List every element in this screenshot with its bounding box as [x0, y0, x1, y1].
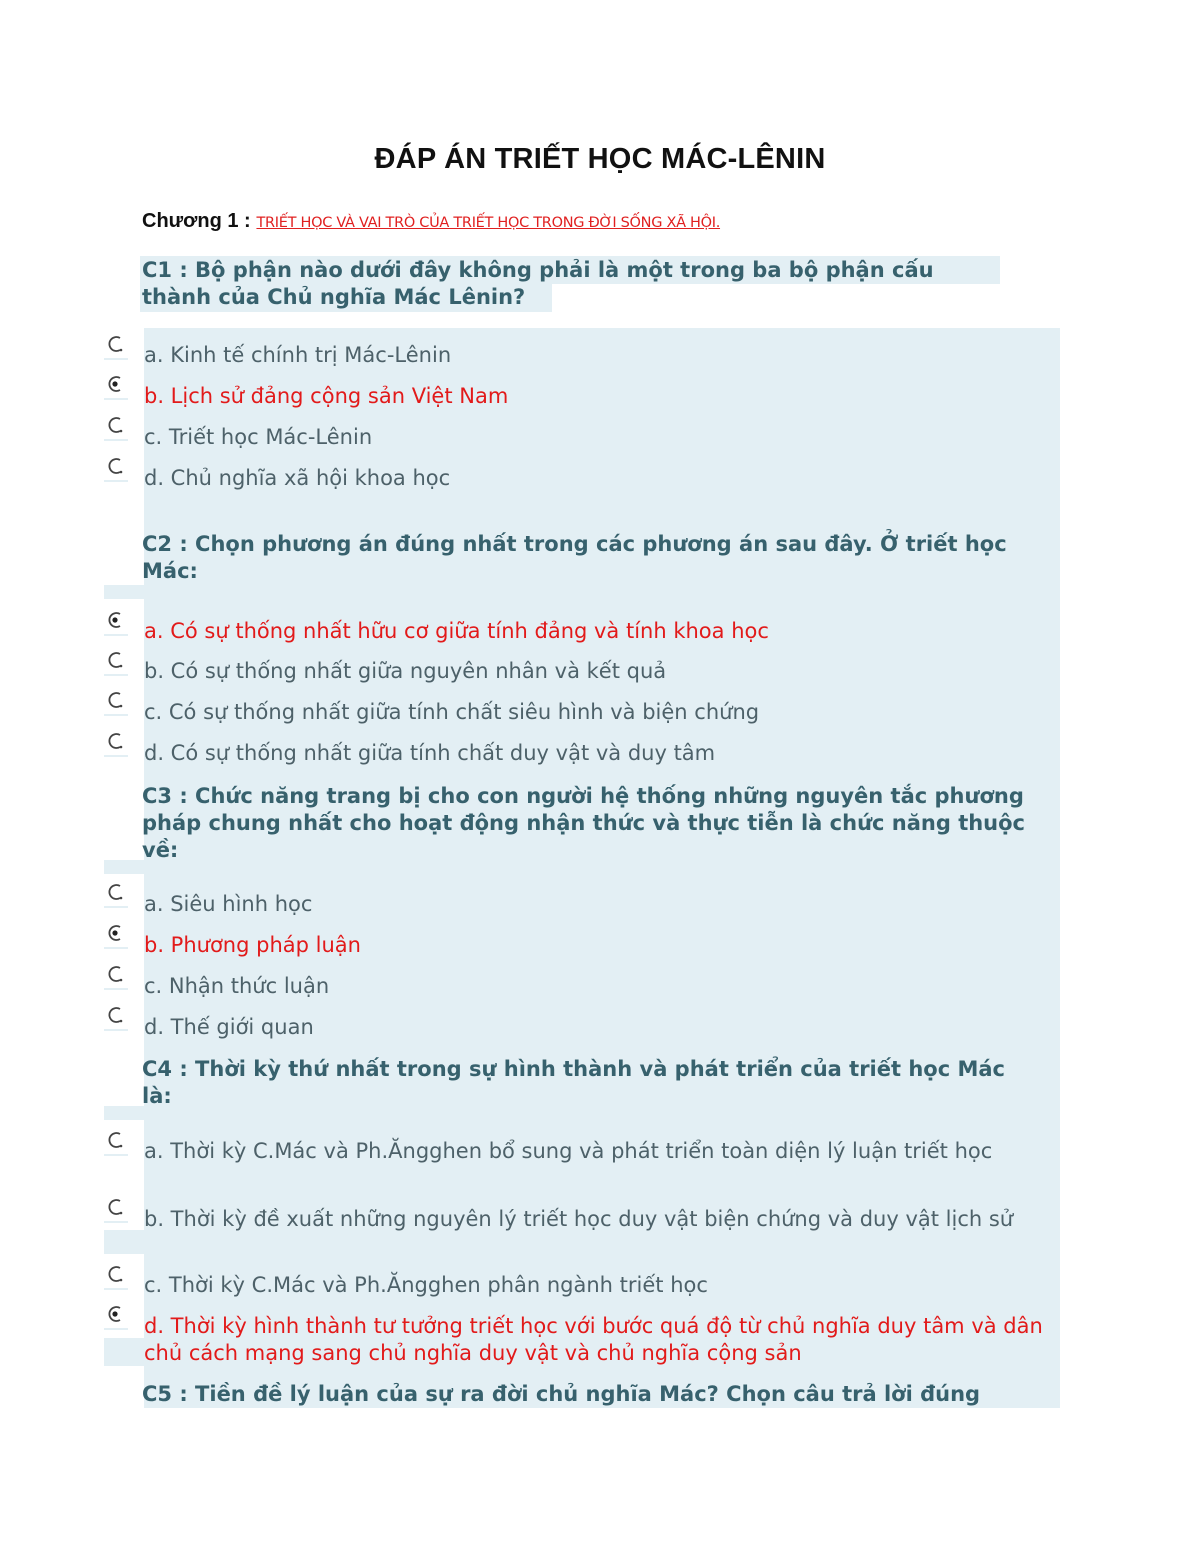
option-1d: d. Chủ nghĩa xã hội khoa học — [144, 466, 451, 490]
option-4b-radio[interactable] — [104, 1197, 128, 1223]
question-4: C4 : Thời kỳ thứ nhất trong sự hình thành và phát triển của triết học Mác là: — [142, 1057, 1005, 1108]
option-2c: c. Có sự thống nhất giữa tính chất siêu hình và biện chứng — [144, 700, 760, 724]
option-1d-radio[interactable] — [104, 456, 128, 482]
option-2b: b. Có sự thống nhất giữa nguyên nhân và kết quả — [144, 659, 667, 683]
option-1b: b. Lịch sử đảng cộng sản Việt Nam — [144, 384, 509, 408]
answers-panel-edge — [104, 585, 146, 599]
chapter-title: TRIẾT HỌC VÀ VAI TRÒ CỦA TRIẾT HỌC TRONG ĐỜI SỐNG XÃ HỘI. — [256, 215, 721, 231]
option-4c: c. Thời kỳ C.Mác và Ph.Ăngghen phân ngành triết học — [144, 1273, 708, 1297]
option-2a-radio-selected[interactable] — [104, 610, 128, 636]
option-4a: a. Thời kỳ C.Mác và Ph.Ăngghen bổ sung và phát triển toàn diện lý luận triết học — [144, 1139, 993, 1163]
option-3a: a. Siêu hình học — [144, 892, 313, 916]
answers-panel-edge — [104, 1338, 146, 1366]
answers-panel-edge — [104, 1230, 146, 1254]
option-2b-radio[interactable] — [104, 650, 128, 676]
option-1b-radio-selected[interactable] — [104, 374, 128, 400]
answers-panel-edge — [104, 1106, 146, 1120]
option-3b-radio-selected[interactable] — [104, 923, 128, 949]
answers-panel-edge — [104, 860, 146, 874]
option-3b: b. Phương pháp luận — [144, 933, 361, 957]
option-2d-radio[interactable] — [104, 731, 128, 757]
option-1c-radio[interactable] — [104, 415, 128, 441]
option-4b: b. Thời kỳ đề xuất những nguyên lý triết học duy vật biện chứng và duy vật lịch sử — [144, 1207, 1014, 1231]
question-1: C1 : Bộ phận nào dưới đây không phải là một trong ba bộ phận cấu thành của Chủ nghĩa Mác Lênin? — [142, 258, 934, 309]
option-1a: a. Kinh tế chính trị Mác-Lênin — [144, 343, 452, 367]
option-3a-radio[interactable] — [104, 882, 128, 908]
option-3d: d. Thế giới quan — [144, 1015, 314, 1039]
chapter-label: Chương 1 : — [142, 210, 251, 232]
option-4a-radio[interactable] — [104, 1130, 128, 1156]
option-3c-radio[interactable] — [104, 964, 128, 990]
option-1c: c. Triết học Mác-Lênin — [144, 425, 373, 449]
question-2: C2 : Chọn phương án đúng nhất trong các phương án sau đây. Ở triết học Mác: — [142, 532, 1007, 583]
option-3d-radio[interactable] — [104, 1005, 128, 1031]
option-2d: d. Có sự thống nhất giữa tính chất duy vật và duy tâm — [144, 741, 716, 765]
option-1a-radio[interactable] — [104, 334, 128, 360]
option-2a: a. Có sự thống nhất hữu cơ giữa tính đảng và tính khoa học — [144, 619, 769, 643]
question-3: C3 : Chức năng trang bị cho con người hệ thống những nguyên tắc phương pháp chung nhất cho hoạt động nhận thức và thực tiễn là chức năng thuộc về: — [142, 784, 1026, 862]
option-4c-radio[interactable] — [104, 1264, 128, 1290]
question-5: C5 : Tiền đề lý luận của sự ra đời chủ nghĩa Mác? Chọn câu trả lời đúng — [142, 1382, 981, 1406]
option-4d: d. Thời kỳ hình thành tư tưởng triết học với bước quá độ từ chủ nghĩa duy tâm và dân chủ cách mạng sang chủ nghĩa duy vật và chủ nghĩa cộng sản — [144, 1314, 1043, 1365]
option-3c: c. Nhận thức luận — [144, 974, 330, 998]
chapter-heading — [142, 210, 720, 233]
option-4d-radio-selected[interactable] — [104, 1304, 128, 1330]
page-title: ĐÁP ÁN TRIẾT HỌC MÁC-LÊNIN — [374, 143, 826, 175]
option-2c-radio[interactable] — [104, 690, 128, 716]
